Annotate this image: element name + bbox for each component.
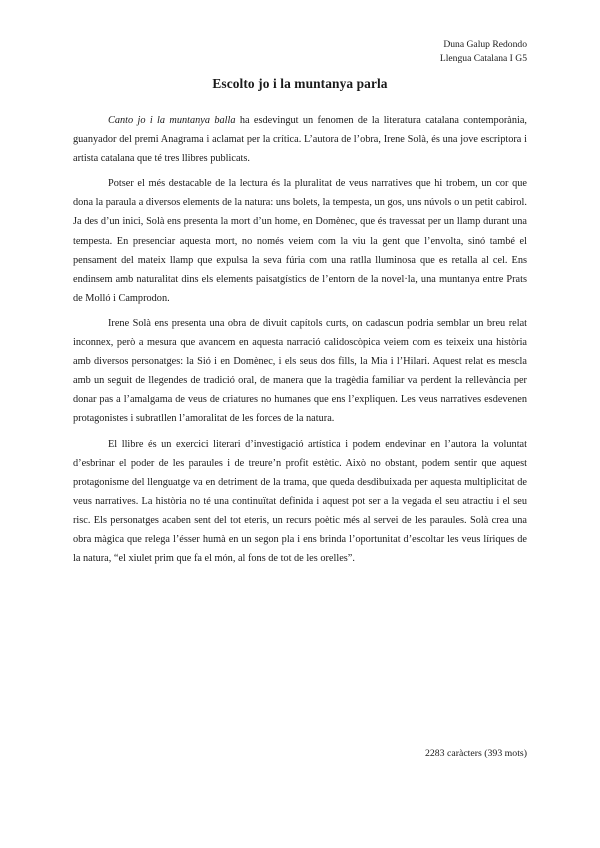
- course-name: Llengua Catalana I G5: [439, 52, 527, 64]
- document-header: [440, 38, 527, 65]
- book-title-italic: Canto jo i la muntanya balla: [108, 115, 236, 126]
- document-body: [73, 111, 527, 574]
- paragraph-1-text: ha esdevingut un fenomen de la literatura catalana contemporània, guanyador del premi Anagrama i aclamat per la crítica. L’autora de l’obra, Irene Solà, és una jove escriptora i artista catalana que té tres llibres publicats.: [73, 115, 528, 165]
- paragraph-2: Potser el més destacable de la lectura és la pluralitat de veus narratives que hi trobem, un cor que dona la paraula a diversos elements de la natura: uns bolets, la tempesta, un gos, uns núvols o un petit cabirol. Ja des d’un inici, Solà ens presenta la mort d’un home, en Domènec, que és travessat per un llamp durant una tempesta. En presenciar aquesta mort, no només veiem com la viu la gent que l’envolta, sinó també el pensament del mateix llamp que expulsa la seva fúria com una ratlla lluminosa que es retalla al cel. Ens endinsem amb naturalitat dins els elements paisatgístics de l’entorn de la novel·la, una muntanya entre Prats de Molló i Camprodon.: [73, 178, 527, 304]
- character-word-count: 2283 caràcters (393 mots): [424, 748, 527, 759]
- author-name: Duna Galup Redondo: [443, 39, 527, 50]
- paragraph-1: [73, 111, 527, 168]
- paragraph-4: El llibre és un exercici literari d’investigació artística i podem endevinar en l’autora la voluntat d’esbrinar el poder de les paraules i de treure’n profit estètic. Això no obstant, podem sentir que aquest protagonisme del llenguatge va en detriment de la trama, que queda desdibuixada per aquesta multiplicitat de veus narratives. La història no té una continuïtat definida i aquest pot ser a la vegada el seu atractiu i el seu risc. Els personatges acaben sent del tot eteris, un recurs poètic més al servei de les paraules. Solà crea una obra màgica que relega l’ésser humà en un segon pla i ens brinda l’oportunitat d’escoltar les veus líriques de la natura, “el xiulet prim que fa el món, al fons de tot de les orelles”.: [73, 438, 527, 565]
- document-title: Escolto jo i la muntanya parla: [212, 76, 388, 91]
- paragraph-3: Irene Solà ens presenta una obra de divuit capítols curts, on cadascun podria semblar un breu relat inconnex, però a mesura que avancem en aquesta narració calidoscòpica veiem com es teixeix una història amb diversos personatges: la Sió i en Domènec, i els seus dos fills, la Mia i l’Hilari. Aquest relat es mescla amb un seguit de llegendes de tradició oral, de manera que la tragèdia familiar va perdent la rellevància per donar pas a l’amalgama de veus de criatures no humanes que ens l’expliquen. Les veus narratives esdevenen protagonistes i subratllen l’amoralitat de les forces de la natura.: [73, 317, 527, 425]
